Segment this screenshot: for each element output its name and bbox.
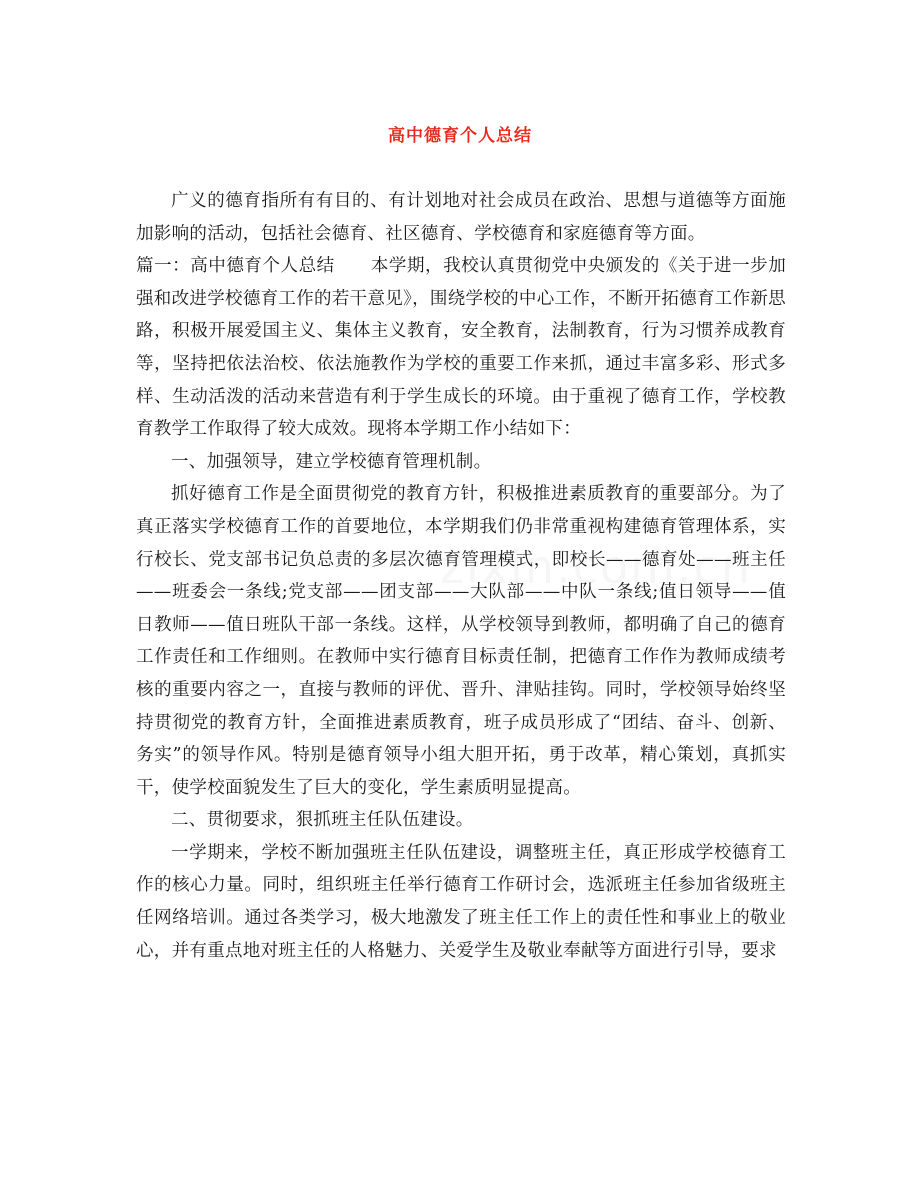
paragraph-section-two: 一学期来，学校不断加强班主任队伍建设，调整班主任，真正形成学校德育工作的核心力量。同时，组织班主任举行德育工作研讨会，选派班主任参加省级班主任网络培训。通过各类学习，极大地激发了班主任工作上的责任性和事业上的敬业心，并有重点地对班主任的人格魅力、关爱学生及敬业奉献等方面进行引导，要求 xyxy=(136,842,786,961)
paragraph-section-one: 抓好德育工作是全面贯彻党的教育方针，积极推进素质教育的重要部分。为了真正落实学校德育工作的首要地位，本学期我们仍非常重视构建德育管理体系，实行校长、党支部书记负总责的多层次德育管理模式，即校长——德育处——班主任——班委会一条线;党支部——团支部——大队部——中队一条线;值日领导——值日教师——值日班队干部一条线。这样，从学校领导到教师，都明确了自己的德育工作责任和工作细则。在教师中实行德育目标责任制，把德育工作作为教师成绩考核的重要内容之一，直接与教师的评优、晋升、津贴挂钩。同时，学校领导始终坚持贯彻党的教育方针，全面推进素质教育，班子成员形成了“团结、奋斗、创新、务实”的领导作风。特别是德育领导小组大胆开拓，勇于改革，精心策划，真抓实干，使学校面貌发生了巨大的变化，学生素质明显提高。 xyxy=(136,484,786,798)
document-title: 高中德育个人总结 xyxy=(388,126,532,146)
document-body xyxy=(136,185,786,967)
section-heading-two: 二、贯彻要求，狠抓班主任队伍建设。 xyxy=(171,810,474,831)
paragraph-intro: 广义的德育指所有有目的、有计划地对社会成员在政治、思想与道德等方面施加影响的活动，包括社会德育、社区德育、学校德育和家庭德育等方面。 xyxy=(136,191,786,244)
section-heading-one: 一、加强领导，建立学校德育管理机制。 xyxy=(171,451,492,472)
paragraph-part-one: 篇一：高中德育个人总结 本学期，我校认真贯彻党中央颁发的《关于进一步加强和改进学校德育工作的若干意见》，围绕学校的中心工作，不断开拓德育工作新思路，积极开展爱国主义、集体主义教育，安全教育，法制教育，行为习惯养成教育等，坚持把依法治校、依法施教作为学校的重要工作来抓，通过丰富多彩、形式多样、生动活泼的活动来营造有利于学生成长的环境。由于重视了德育工作，学校教育教学工作取得了较大成效。现将本学期工作小结如下： xyxy=(136,256,786,440)
